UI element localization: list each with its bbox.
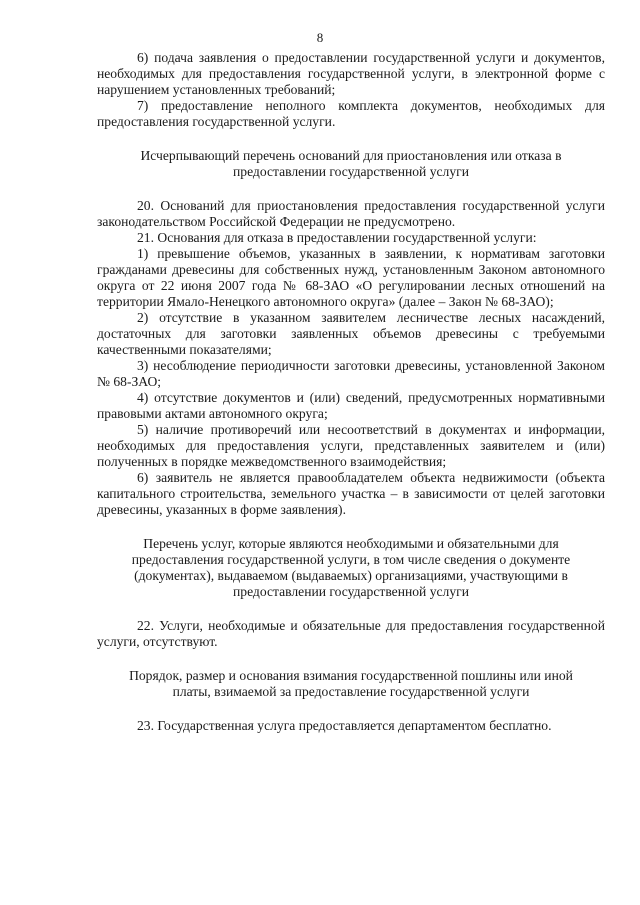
- paragraph: 20. Оснований для приостановления предоставления государственной услуги законодательством Российской Федерации не предусмотрено.: [97, 198, 605, 229]
- paragraph: 5) наличие противоречий или несоответствий в документах и информации, необходимых для предоставления услуги, представленных заявителем и (или) полученных в порядке межведомственного взаимодействия;: [97, 422, 605, 469]
- paragraph: 6) заявитель не является правообладателем объекта недвижимости (объекта капитального строительства, земельного участка – в зависимости от целей заготовки древесины, указанных в форме заявления).: [97, 470, 605, 517]
- paragraph: 7) предоставление неполного комплекта документов, необходимых для предоставления государственной услуги.: [97, 98, 605, 129]
- page-number: 8: [316, 30, 324, 45]
- paragraph: 6) подача заявления о предоставлении государственной услуги и документов, необходимых для предоставления государственной услуги, в электронной форме с нарушением установленных требований;: [97, 50, 605, 97]
- paragraph: 4) отсутствие документов и (или) сведений, предусмотренных нормативными правовыми актами автономного округа;: [97, 390, 605, 421]
- paragraph: 1) превышение объемов, указанных в заявлении, к нормативам заготовки гражданами древесины для собственных нужд, установленным Законом автономного округа от 22 июня 2007 года № 68-ЗАО «О регулировании лесных отношений на территории Ямало-Ненецкого автономного округа» (далее – Закон № 68-ЗАО);: [97, 246, 605, 309]
- paragraph: 2) отсутствие в указанном заявителем лесничестве лесных насаждений, достаточных для заготовки заявленных объемов древесины с требуемыми качественными показателями;: [97, 310, 605, 357]
- section-heading: Исчерпывающий перечень оснований для приостановления или отказа в предоставлении государственной услуги: [140, 148, 562, 179]
- section-heading: Перечень услуг, которые являются необходимыми и обязательными для предоставления государственной услуги, в том числе сведения о документе (документах), выдаваемом (выдаваемых) организациями, участвующими в предоставлении государственной услуги: [131, 536, 571, 599]
- section-heading: Порядок, размер и основания взимания государственной пошлины или иной платы, взимаемой за предоставление государственной услуги: [129, 668, 573, 699]
- paragraph: 22. Услуги, необходимые и обязательные для предоставления государственной услуги, отсутствуют.: [97, 618, 605, 649]
- paragraph: 23. Государственная услуга предоставляется департаментом бесплатно.: [137, 718, 552, 733]
- document-body: [97, 50, 605, 734]
- paragraph: 3) несоблюдение периодичности заготовки древесины, установленной Законом № 68-ЗАО;: [97, 358, 605, 389]
- paragraph: 21. Основания для отказа в предоставлении государственной услуги:: [137, 230, 537, 245]
